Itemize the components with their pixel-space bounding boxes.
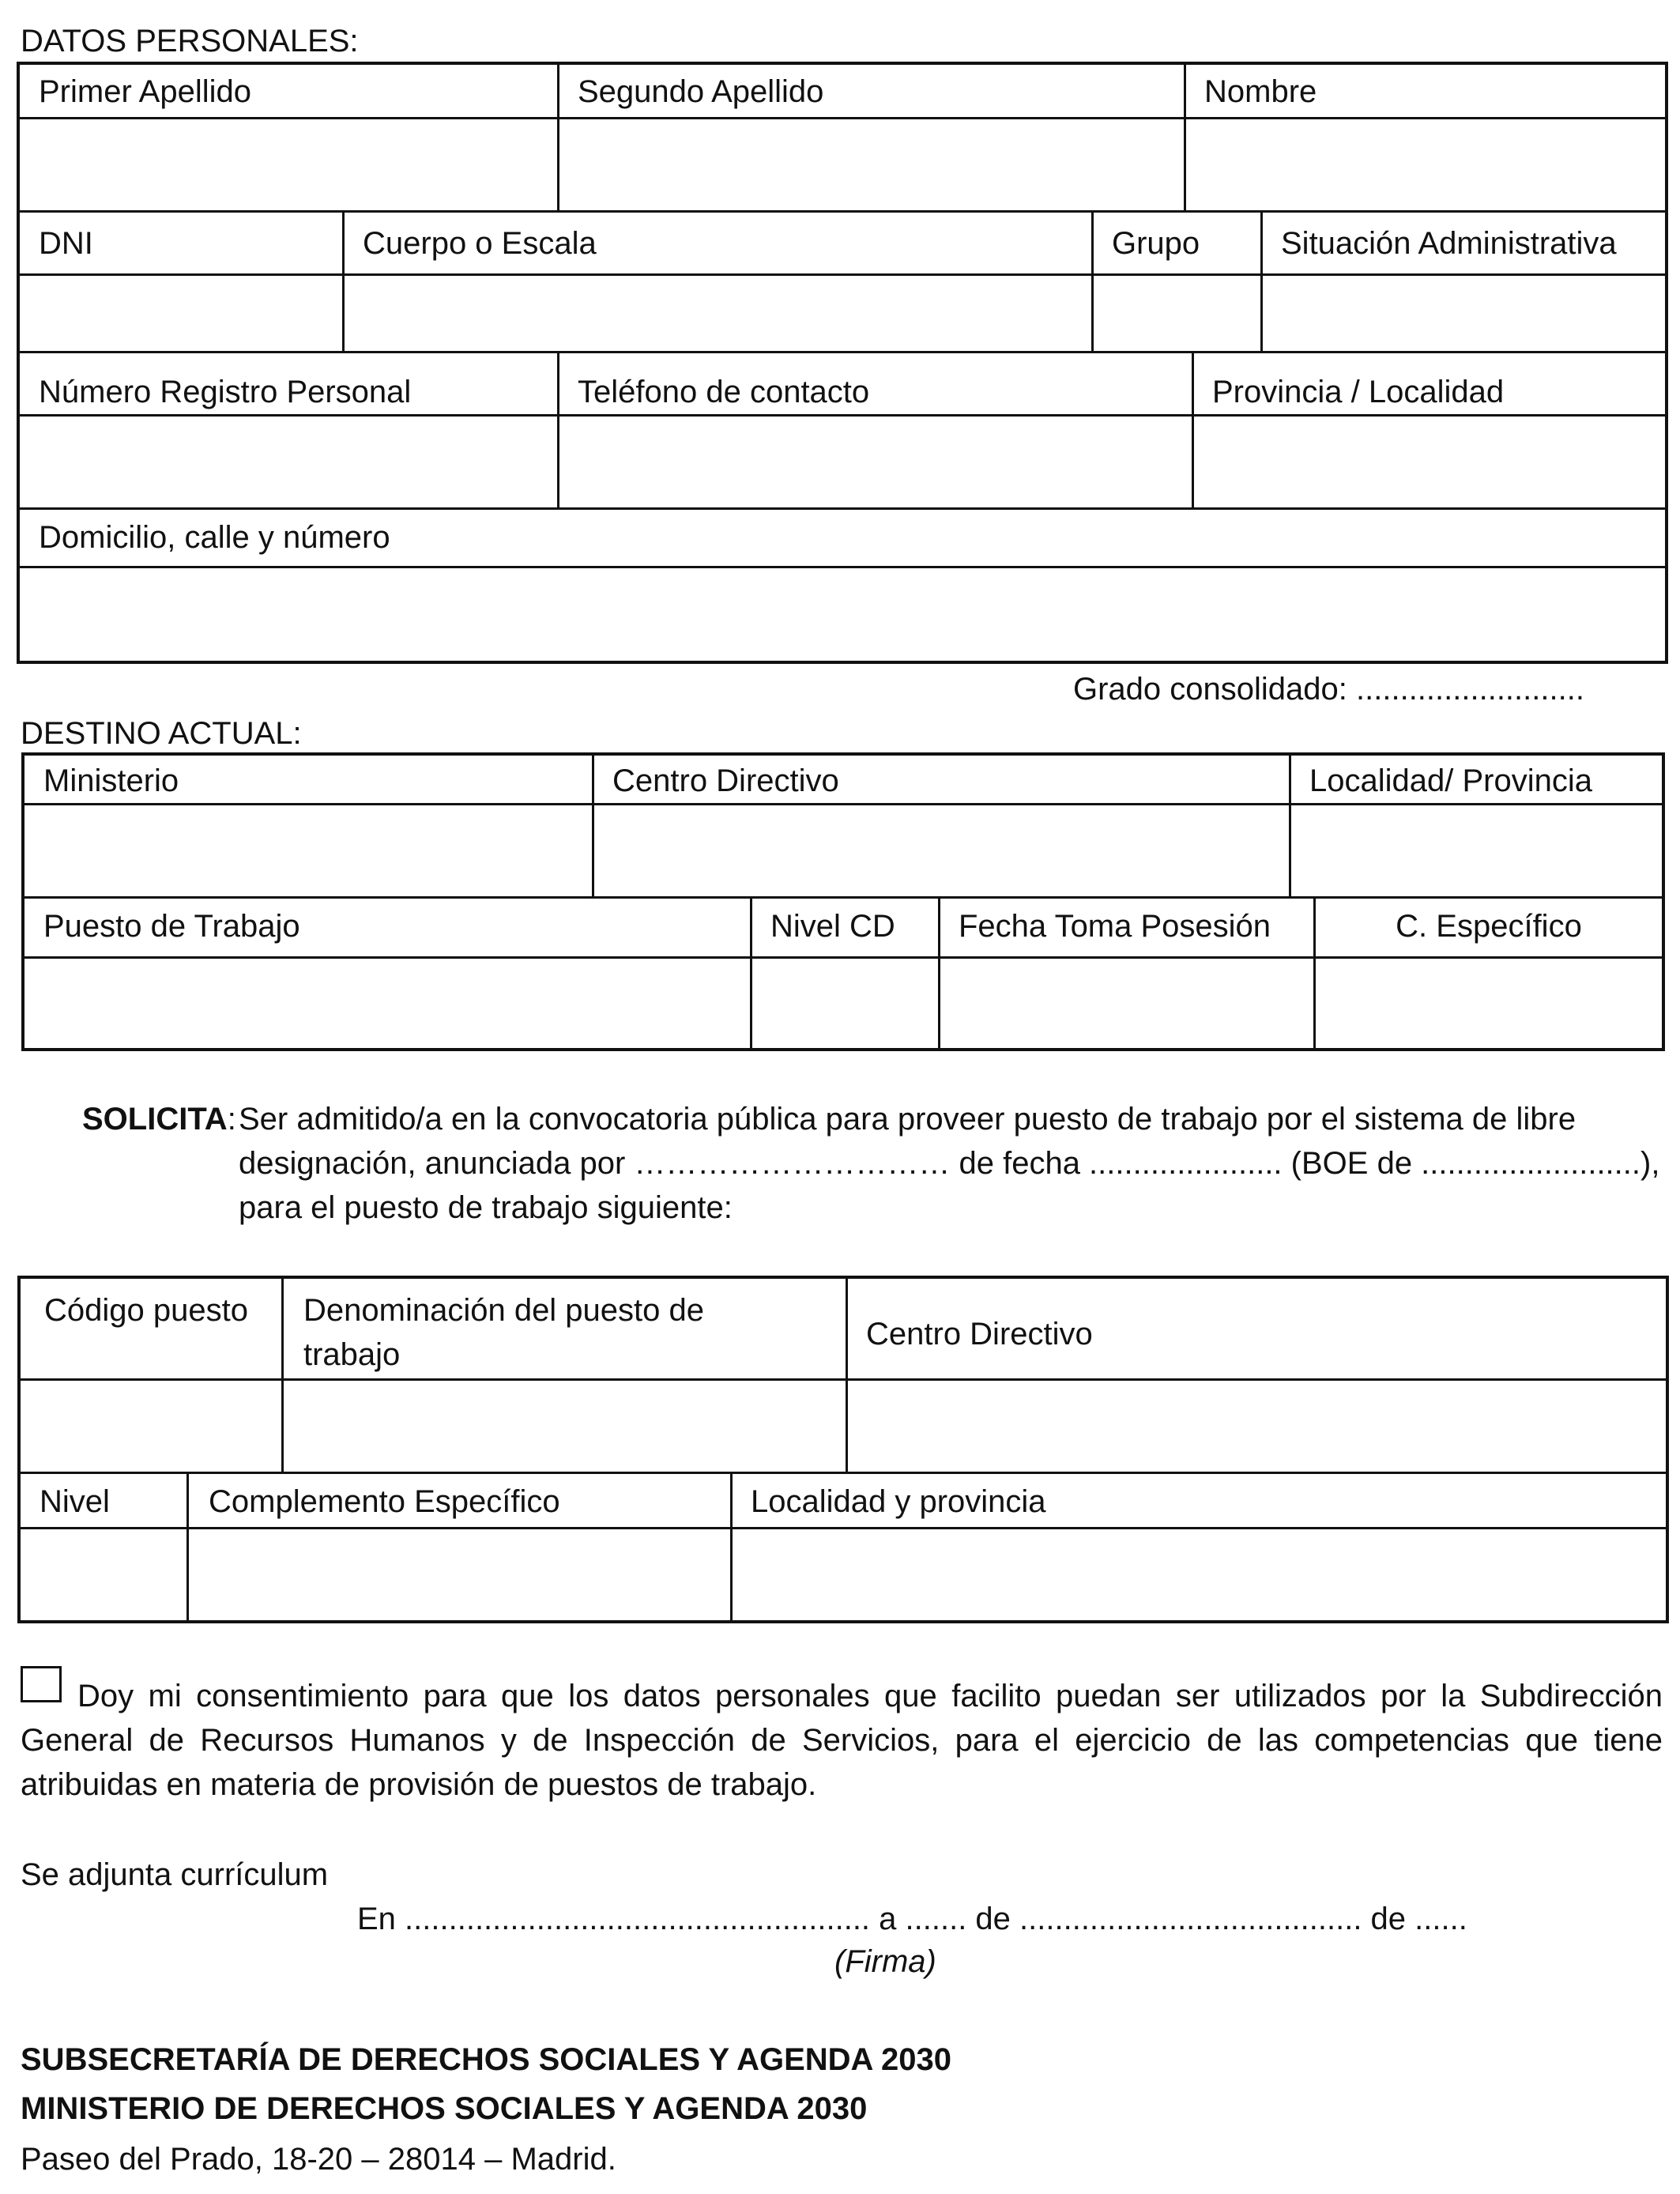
label-nivel-cd: Nivel CD [770, 909, 895, 944]
segundo-apellido-field[interactable] [559, 119, 1184, 210]
label-nombre: Nombre [1204, 74, 1317, 109]
grupo-field[interactable] [1094, 276, 1260, 351]
adjunta-curriculum: Se adjunta currículum [21, 1857, 329, 1892]
nivel-cd-field[interactable] [752, 959, 938, 1048]
datos-personales-title: DATOS PERSONALES: [21, 24, 359, 58]
footer-subsecretaria: SUBSECRETARÍA DE DERECHOS SOCIALES Y AGENDA 2030 [21, 2042, 952, 2077]
domicilio-field[interactable] [20, 568, 1665, 661]
label-c-especifico: C. Específico [1396, 909, 1582, 944]
grado-consolidado: Grado consolidado: .......................... [1073, 672, 1584, 707]
label-segundo-apellido: Segundo Apellido [578, 74, 824, 109]
ministerio-field[interactable] [24, 805, 592, 896]
label-centro-directivo: Centro Directivo [612, 763, 839, 798]
provincia-localidad-field[interactable] [1194, 417, 1665, 507]
label-complemento-especifico: Complemento Específico [209, 1484, 560, 1519]
label-nivel: Nivel [40, 1484, 110, 1519]
localidad-y-provincia-field[interactable] [733, 1529, 1666, 1620]
label-denominacion-2: trabajo [303, 1337, 401, 1372]
solicita-line3: para el puesto de trabajo siguiente: [239, 1190, 733, 1225]
puesto-solicitado-table [17, 1276, 1669, 1623]
label-localidad-y-provincia: Localidad y provincia [751, 1484, 1046, 1519]
label-domicilio: Domicilio, calle y número [39, 520, 390, 555]
fecha-toma-posesion-field[interactable] [940, 959, 1313, 1048]
fecha-firma-line: En ..................................................... a ....... de ....................................... de ...... [357, 1902, 1467, 1936]
label-ministerio: Ministerio [43, 763, 179, 798]
label-telefono: Teléfono de contacto [578, 375, 870, 409]
puesto-trabajo-field[interactable] [24, 959, 750, 1048]
centro-directivo-puesto-field[interactable] [848, 1381, 1666, 1472]
nombre-field[interactable] [1186, 119, 1665, 210]
destino-actual-title: DESTINO ACTUAL: [21, 716, 302, 751]
primer-apellido-field[interactable] [20, 119, 557, 210]
consent-line3: atribuidas en materia de provisión de puestos de trabajo. [21, 1767, 817, 1802]
label-dni: DNI [39, 226, 93, 261]
situacion-administrativa-field[interactable] [1263, 276, 1665, 351]
label-puesto-trabajo: Puesto de Trabajo [43, 909, 300, 944]
label-primer-apellido: Primer Apellido [39, 74, 252, 109]
label-codigo-puesto: Código puesto [44, 1293, 248, 1328]
label-localidad-provincia: Localidad/ Provincia [1309, 763, 1592, 798]
solicita-line2: designación, anunciada por ………………………… de fecha ...................... (BOE de .........................), [239, 1146, 1660, 1181]
codigo-puesto-field[interactable] [21, 1381, 281, 1472]
datos-personales-table [17, 62, 1668, 664]
label-numero-registro: Número Registro Personal [39, 375, 412, 409]
centro-directivo-field[interactable] [594, 805, 1289, 896]
nivel-field[interactable] [21, 1529, 186, 1620]
label-cuerpo-escala: Cuerpo o Escala [363, 226, 597, 261]
dni-field[interactable] [20, 276, 342, 351]
solicita-keyword: SOLICITA [82, 1102, 228, 1137]
label-grupo: Grupo [1112, 226, 1200, 261]
solicita-colon: : [227, 1102, 236, 1137]
label-situacion-administrativa: Situación Administrativa [1281, 226, 1617, 261]
footer-ministerio: MINISTERIO DE DERECHOS SOCIALES Y AGENDA 2030 [21, 2091, 868, 2126]
cuerpo-escala-field[interactable] [345, 276, 1091, 351]
label-provincia-localidad: Provincia / Localidad [1212, 375, 1505, 409]
c-especifico-field[interactable] [1316, 959, 1662, 1048]
consent-line2: General de Recursos Humanos y de Inspección de Servicios, para el ejercicio de las competencias que tiene [21, 1723, 1663, 1758]
label-fecha-toma-posesion: Fecha Toma Posesión [959, 909, 1271, 944]
footer-direccion: Paseo del Prado, 18-20 – 28014 – Madrid. [21, 2142, 616, 2177]
destino-actual-table [21, 752, 1665, 1051]
consent-text [21, 1674, 1663, 1807]
telefono-field[interactable] [559, 417, 1192, 507]
firma-label: (Firma) [834, 1944, 936, 1979]
consent-line1: Doy mi consentimiento para que los datos personales que facilito puedan ser utilizados por la Subdirección [77, 1679, 1663, 1713]
localidad-provincia-field[interactable] [1291, 805, 1662, 896]
label-denominacion-1: Denominación del puesto de [303, 1293, 705, 1328]
numero-registro-field[interactable] [20, 417, 557, 507]
denominacion-puesto-field[interactable] [284, 1381, 846, 1472]
solicita-line1: Ser admitido/a en la convocatoria pública para proveer puesto de trabajo por el sistema de libre [239, 1102, 1576, 1137]
complemento-especifico-field[interactable] [189, 1529, 730, 1620]
solicita-block [82, 1097, 1671, 1230]
label-centro-directivo-puesto: Centro Directivo [866, 1317, 1093, 1351]
